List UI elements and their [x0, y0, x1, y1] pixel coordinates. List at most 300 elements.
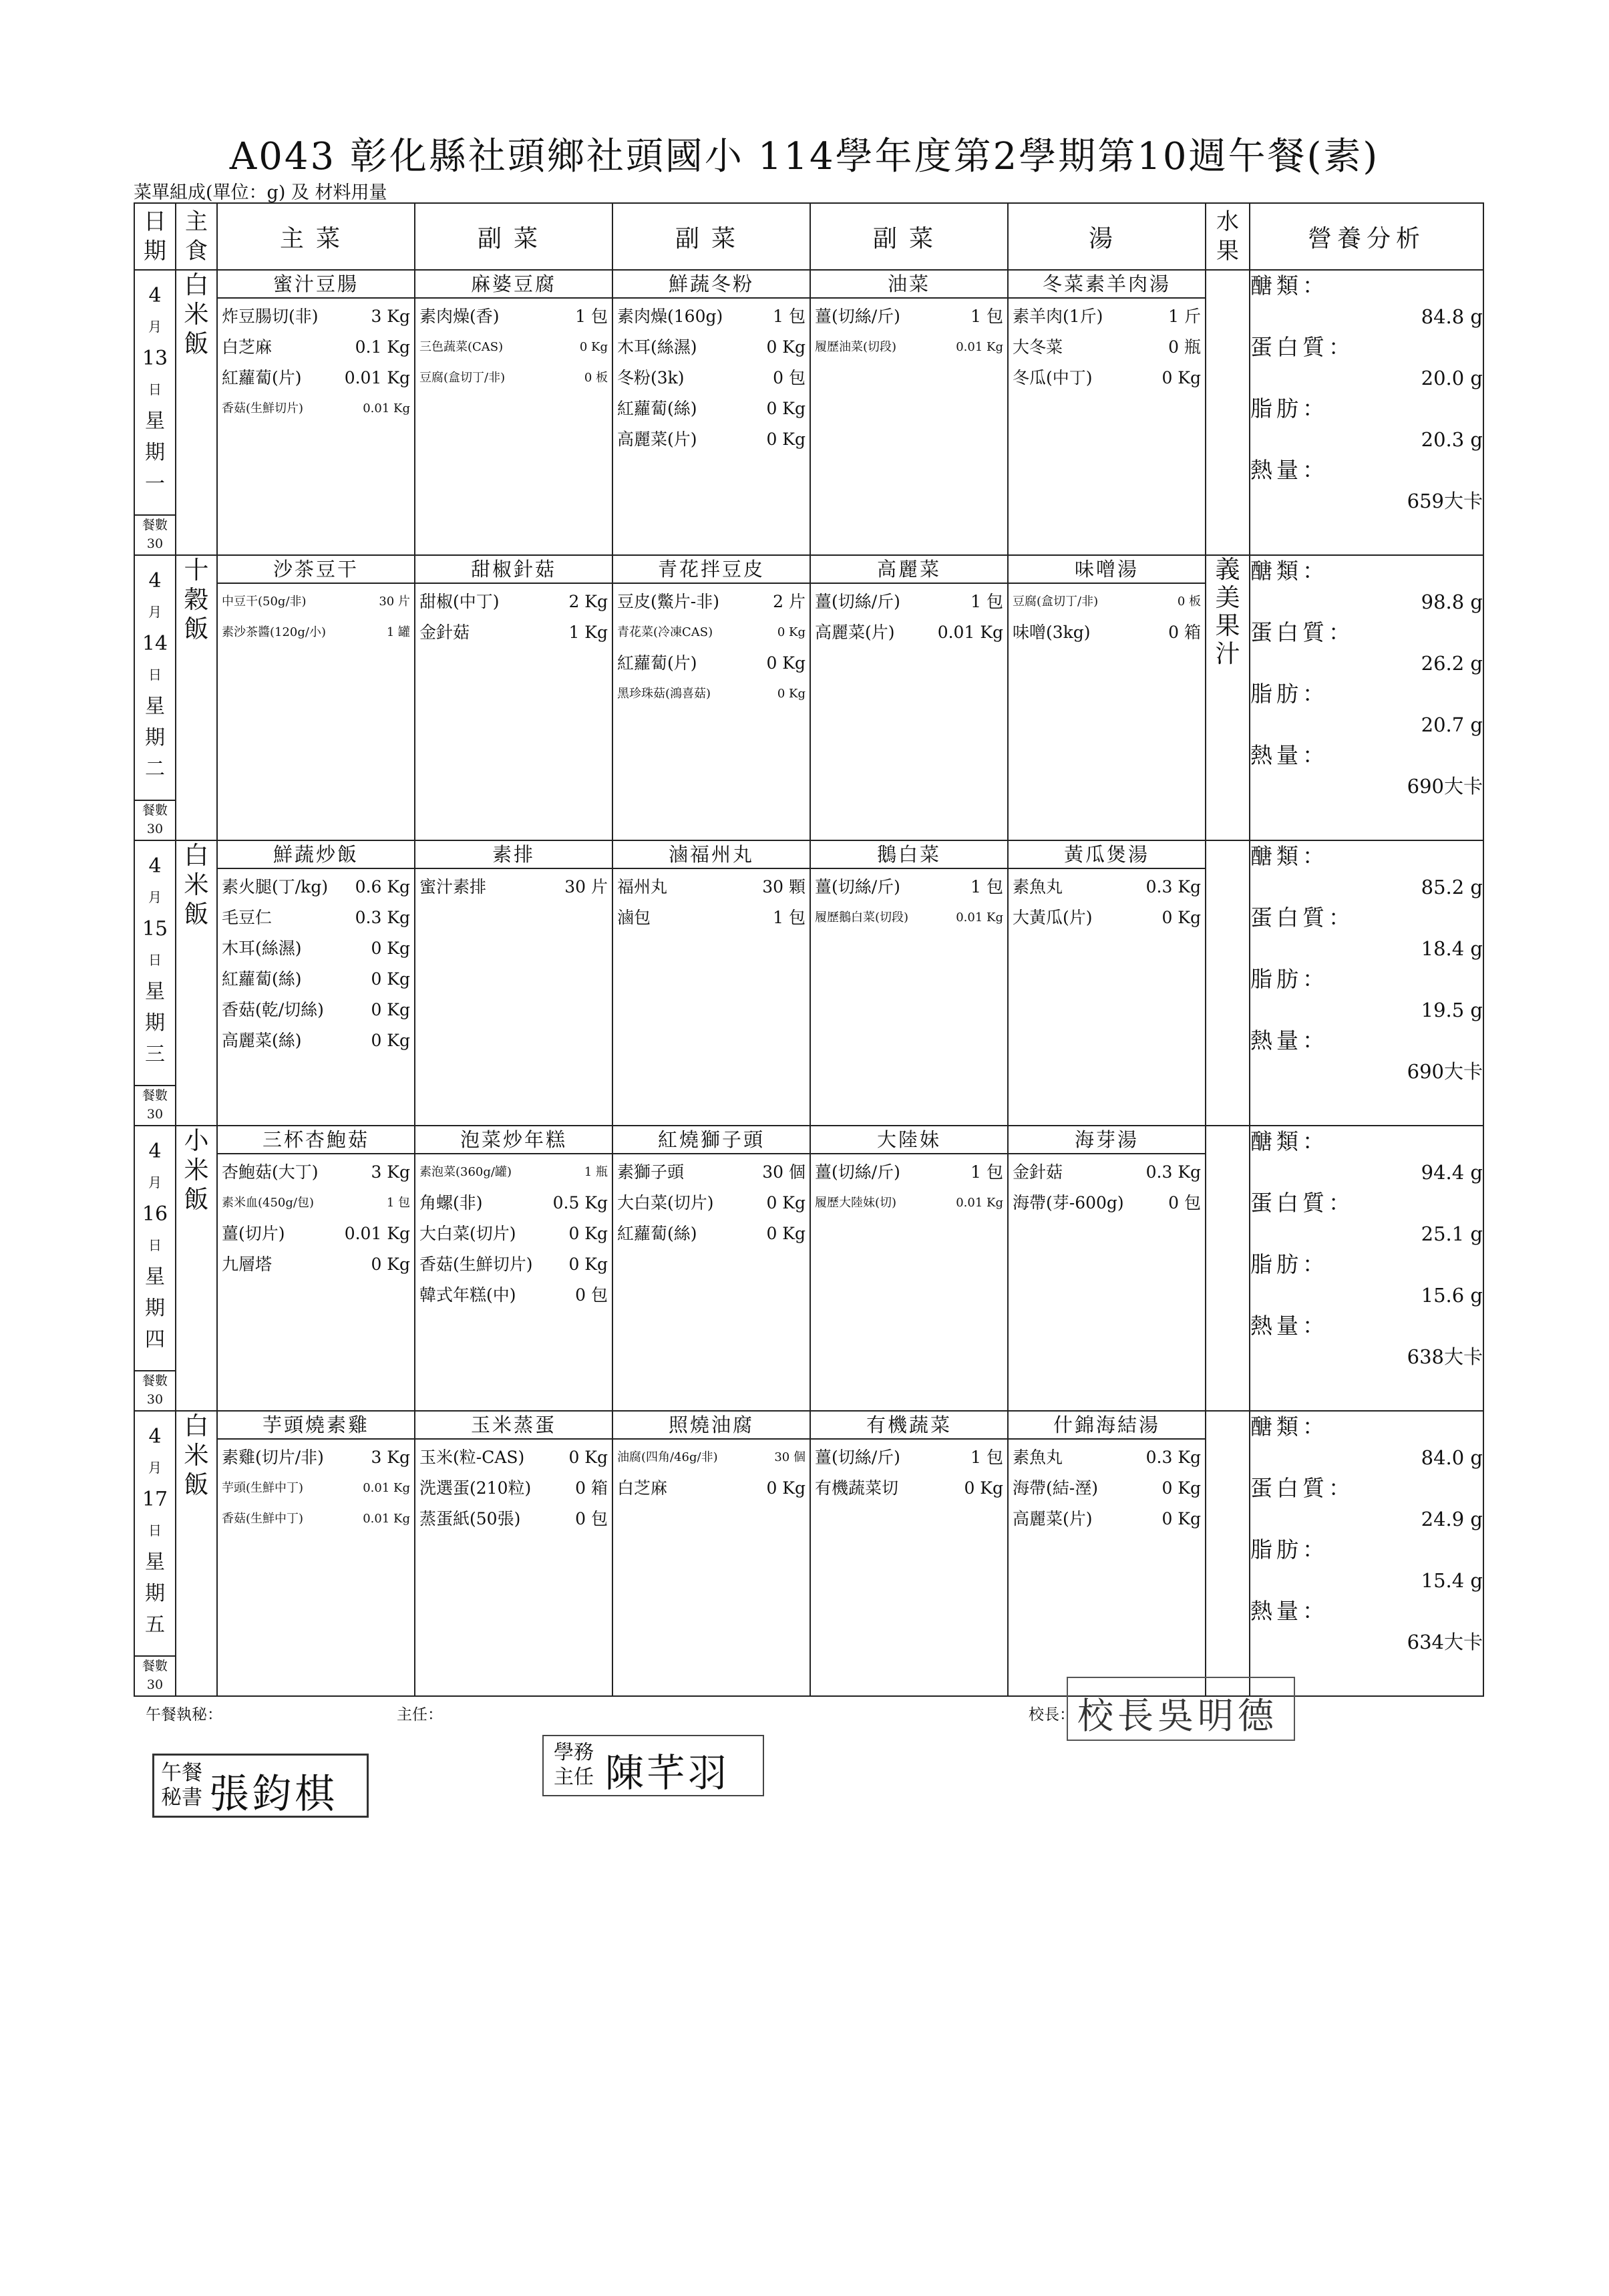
staple-name: 十 穀 飯	[184, 556, 209, 643]
day-label	[135, 841, 175, 1070]
carbohydrate-label: 醣類：	[1250, 1414, 1328, 1440]
servings-label: 餐數	[135, 800, 175, 820]
side-dish-1-name: 麻婆豆腐	[415, 271, 612, 299]
ingredient-list	[1009, 584, 1205, 648]
soup-cell	[1008, 1411, 1206, 1696]
ingredient-quantity: 0 Kg	[371, 1031, 410, 1050]
ingredient-name: 炸豆腸切(非)	[222, 307, 319, 326]
nutrition-cell	[1250, 840, 1483, 1126]
ingredient-quantity: 1 包	[773, 307, 806, 326]
staple-cell	[176, 555, 217, 840]
ingredient-quantity: 0.3 Kg	[1145, 877, 1201, 896]
ingredient-row	[617, 1157, 806, 1188]
side-dish-2-name: 青花拌豆皮	[613, 556, 810, 584]
ingredient-quantity: 0 Kg	[766, 653, 806, 673]
day-weekday-2: 期	[145, 726, 165, 750]
staple-name: 白 米 飯	[184, 1412, 209, 1499]
fat-label: 脂肪：	[1250, 681, 1328, 707]
ingredient-quantity: 0.3 Kg	[355, 908, 410, 927]
carbohydrate-label: 醣類：	[1250, 1128, 1328, 1154]
ingredient-quantity: 0 Kg	[777, 625, 806, 639]
main-dish-name: 蜜汁豆腸	[218, 271, 414, 299]
ingredient-row	[617, 301, 806, 332]
main-dish-cell	[217, 1411, 415, 1696]
fruit-name: 義 美 果 汁	[1215, 555, 1240, 668]
fat-label: 脂肪：	[1250, 1251, 1328, 1277]
secretary-stamp-label: 午餐秘書	[161, 1761, 202, 1810]
ingredient-name: 薑(切絲/斤)	[815, 1162, 900, 1182]
ingredient-row	[815, 301, 1003, 332]
ingredient-list	[811, 1154, 1007, 1218]
ingredient-quantity: 0 Kg	[568, 1448, 608, 1467]
ingredient-name: 角螺(非)	[419, 1193, 483, 1212]
header-side-dish-1: 副菜	[415, 203, 612, 270]
ingredient-row	[222, 393, 410, 424]
nutrition-cell	[1250, 555, 1483, 840]
energy-value: 638大卡	[1407, 1345, 1483, 1368]
menu-table	[134, 202, 1484, 1697]
header-nutrition: 營養分析	[1250, 203, 1483, 270]
ingredient-row	[222, 1188, 410, 1218]
ingredient-row	[222, 1218, 410, 1249]
staple-cell	[176, 840, 217, 1126]
ingredient-list	[1009, 869, 1205, 933]
ingredient-row	[617, 903, 806, 933]
ingredient-quantity: 0.3 Kg	[1145, 1448, 1201, 1467]
ingredient-row	[617, 648, 806, 679]
day-row	[134, 555, 1483, 840]
ingredient-row	[222, 301, 410, 332]
soup-name: 味噌湯	[1009, 556, 1205, 584]
ingredient-name: 芋頭(生鮮中丁)	[222, 1481, 304, 1495]
day-month: 4	[148, 1425, 162, 1448]
ingredient-quantity: 3 Kg	[371, 1448, 410, 1467]
day-weekday-3: 二	[145, 758, 165, 781]
soup-cell	[1008, 270, 1206, 555]
ingredient-row	[1013, 1473, 1201, 1504]
ingredient-quantity: 0 Kg	[371, 1000, 410, 1019]
day-weekday-2: 期	[145, 1011, 165, 1035]
ingredient-name: 味噌(3kg)	[1013, 623, 1091, 642]
header-soup: 湯	[1008, 203, 1206, 270]
ingredient-quantity: 30 個	[762, 1162, 806, 1182]
protein-label: 蛋白質：	[1250, 1190, 1355, 1216]
ingredient-name: 紅蘿蔔(絲)	[617, 1224, 697, 1243]
ingredient-name: 紅蘿蔔(絲)	[617, 399, 697, 418]
ingredient-row	[815, 332, 1003, 363]
ingredient-name: 履歷大陸妹(切)	[815, 1196, 897, 1210]
servings-box	[135, 1370, 175, 1409]
main-dish-name: 沙茶豆干	[218, 556, 414, 584]
ingredient-row	[1013, 301, 1201, 332]
ingredient-row	[617, 1473, 806, 1504]
ingredient-quantity: 0 Kg	[371, 1255, 410, 1274]
side-dish-1-name: 素排	[415, 841, 612, 869]
ingredient-name: 大黃瓜(片)	[1013, 908, 1093, 927]
side-dish-3-cell	[810, 1411, 1008, 1696]
day-month-unit: 月	[148, 1460, 162, 1476]
fat-value: 15.4 g	[1421, 1569, 1483, 1592]
staple-name: 白 米 飯	[184, 841, 209, 929]
fat-value: 20.3 g	[1421, 428, 1483, 451]
ingredient-quantity: 30 片	[564, 877, 608, 896]
document-title: A043 彰化縣社頭鄉社頭國小 114學年度第2學期第10週午餐(素)	[229, 135, 1380, 178]
ingredient-name: 素魚丸	[1013, 877, 1063, 896]
ingredient-name: 豆腐(盒切丁/非)	[1013, 595, 1099, 609]
day-date: 16	[142, 1202, 168, 1226]
day-row	[134, 840, 1483, 1126]
ingredient-quantity: 30 顆	[762, 877, 806, 896]
ingredient-quantity: 0 Kg	[766, 1224, 806, 1243]
ingredient-quantity: 0.5 Kg	[552, 1193, 608, 1212]
protein-label: 蛋白質：	[1250, 905, 1355, 931]
staple-cell	[176, 1411, 217, 1696]
ingredient-name: 素羊肉(1斤)	[1013, 307, 1103, 326]
day-date-unit: 日	[148, 381, 162, 397]
ingredient-name: 福州丸	[617, 877, 668, 896]
ingredient-name: 高麗菜(片)	[1013, 1509, 1093, 1528]
ingredient-quantity: 0 Kg	[1161, 908, 1201, 927]
ingredient-name: 薑(切絲/斤)	[815, 1448, 900, 1467]
day-date-unit: 日	[148, 1237, 162, 1253]
servings-box	[135, 800, 175, 838]
ingredient-quantity: 0 Kg	[766, 399, 806, 418]
ingredient-name: 素泡菜(360g/罐)	[419, 1165, 512, 1179]
footer-principal-label: 校長：	[1029, 1706, 1075, 1724]
servings-label: 餐數	[135, 1655, 175, 1675]
ingredient-name: 玉米(粒-CAS)	[419, 1448, 525, 1467]
ingredient-quantity: 0.1 Kg	[355, 337, 410, 357]
main-dish-name: 芋頭燒素雞	[218, 1412, 414, 1440]
ingredient-quantity: 1 包	[970, 877, 1003, 896]
soup-cell	[1008, 1126, 1206, 1411]
day-row	[134, 270, 1483, 555]
secretary-stamp	[152, 1754, 369, 1818]
ingredient-quantity: 1 罐	[386, 625, 410, 639]
ingredient-list	[218, 869, 414, 1056]
ingredient-quantity: 1 斤	[1168, 307, 1201, 326]
ingredient-quantity: 0.01 Kg	[937, 623, 1003, 642]
main-dish-name: 三杯杏鮑菇	[218, 1126, 414, 1154]
ingredient-name: 杏鮑菇(大丁)	[222, 1162, 319, 1182]
ingredient-name: 薑(切絲/斤)	[815, 592, 900, 611]
energy-label: 熱量：	[1250, 457, 1328, 483]
side-dish-1-name: 玉米蒸蛋	[415, 1412, 612, 1440]
side-dish-3-name: 大陸妹	[811, 1126, 1007, 1154]
ingredient-row	[1013, 332, 1201, 363]
ingredient-name: 黑珍珠菇(鴻喜菇)	[617, 687, 711, 701]
ingredient-quantity: 0.01 Kg	[344, 368, 410, 387]
carbohydrate-value: 84.0 g	[1421, 1446, 1483, 1469]
ingredient-row	[222, 587, 410, 617]
day-cell	[134, 1126, 176, 1411]
ingredient-name: 履歷鵝白菜(切段)	[815, 911, 909, 925]
fat-value: 19.5 g	[1421, 999, 1483, 1021]
ingredient-quantity: 0 Kg	[1161, 1509, 1201, 1528]
ingredient-quantity: 1 包	[970, 592, 1003, 611]
carbohydrate-value: 84.8 g	[1421, 305, 1483, 328]
ingredient-quantity: 0 箱	[1168, 623, 1201, 642]
ingredient-quantity: 0 Kg	[1161, 1478, 1201, 1498]
ingredient-quantity: 0 箱	[575, 1478, 608, 1498]
ingredient-row	[815, 1442, 1003, 1473]
day-month: 4	[148, 1140, 162, 1163]
day-row	[134, 1411, 1483, 1696]
ingredient-name: 冬瓜(中丁)	[1013, 368, 1093, 387]
director-stamp-name: 陳芊羽	[605, 1750, 730, 1796]
ingredient-name: 海帶(芽-600g)	[1013, 1193, 1124, 1212]
principal-stamp	[1067, 1677, 1295, 1741]
ingredient-row	[419, 332, 608, 363]
energy-value: 690大卡	[1407, 1060, 1483, 1083]
ingredient-list	[415, 299, 612, 393]
ingredient-quantity: 0 Kg	[568, 1224, 608, 1243]
day-month-unit: 月	[148, 889, 162, 905]
ingredient-list	[415, 869, 612, 903]
day-weekday-1: 星	[145, 695, 165, 718]
ingredient-row	[222, 903, 410, 933]
ingredient-list	[1009, 299, 1205, 393]
ingredient-row	[1013, 1188, 1201, 1218]
ingredient-row	[617, 1442, 806, 1473]
ingredient-row	[1013, 363, 1201, 393]
ingredient-name: 中豆干(50g/非)	[222, 595, 307, 609]
ingredient-quantity: 30 個	[774, 1450, 806, 1464]
ingredient-row	[419, 1473, 608, 1504]
servings-box	[135, 1085, 175, 1124]
protein-label: 蛋白質：	[1250, 1475, 1355, 1501]
ingredient-row	[617, 587, 806, 617]
day-label	[135, 556, 175, 785]
ingredient-row	[617, 1188, 806, 1218]
ingredient-row	[617, 332, 806, 363]
ingredient-quantity: 1 包	[970, 1162, 1003, 1182]
ingredient-row	[419, 1157, 608, 1188]
servings-label: 餐數	[135, 1370, 175, 1390]
servings-count: 30	[146, 1677, 164, 1692]
ingredient-row	[419, 617, 608, 648]
ingredient-row	[815, 1157, 1003, 1188]
ingredient-name: 大白菜(切片)	[617, 1193, 714, 1212]
ingredient-name: 紅蘿蔔(片)	[222, 368, 302, 387]
ingredient-row	[222, 1504, 410, 1534]
ingredient-row	[617, 393, 806, 424]
ingredient-name: 香菇(生鮮切片)	[419, 1255, 533, 1274]
servings-label: 餐數	[135, 514, 175, 534]
energy-value: 690大卡	[1407, 775, 1483, 798]
ingredient-quantity: 1 包	[773, 908, 806, 927]
staple-cell	[176, 270, 217, 555]
side-dish-1-cell	[415, 840, 612, 1126]
energy-value: 659大卡	[1407, 490, 1483, 512]
day-date-unit: 日	[148, 952, 162, 968]
soup-cell	[1008, 840, 1206, 1126]
day-date: 17	[142, 1488, 168, 1511]
day-weekday-3: 四	[145, 1328, 165, 1351]
director-stamp-label: 學務主任	[554, 1741, 594, 1789]
ingredient-name: 大白菜(切片)	[419, 1224, 516, 1243]
main-dish-cell	[217, 840, 415, 1126]
day-date: 14	[142, 632, 168, 655]
soup-name: 冬菜素羊肉湯	[1009, 271, 1205, 299]
ingredient-row	[1013, 1157, 1201, 1188]
ingredient-name: 薑(切片)	[222, 1224, 285, 1243]
main-dish-cell	[217, 270, 415, 555]
side-dish-2-name: 滷福州丸	[613, 841, 810, 869]
servings-label: 餐數	[135, 1085, 175, 1105]
ingredient-row	[1013, 1442, 1201, 1473]
ingredient-name: 豆皮(鱉片-非)	[617, 592, 719, 611]
ingredient-quantity: 0 瓶	[1168, 337, 1201, 357]
director-stamp	[542, 1735, 764, 1796]
ingredient-list	[613, 869, 810, 933]
ingredient-name: 毛豆仁	[222, 908, 273, 927]
fruit-cell	[1206, 840, 1250, 1126]
day-label	[135, 1412, 175, 1641]
ingredient-name: 香菇(生鮮切片)	[222, 401, 304, 416]
ingredient-list	[415, 1154, 612, 1311]
ingredient-row	[222, 1249, 410, 1280]
ingredient-list	[218, 584, 414, 648]
servings-count: 30	[146, 536, 164, 551]
ingredient-list	[613, 1440, 810, 1504]
day-date-unit: 日	[148, 667, 162, 683]
ingredient-name: 素肉燥(160g)	[617, 307, 723, 326]
energy-label: 熱量：	[1250, 1598, 1328, 1624]
ingredient-row	[419, 1504, 608, 1534]
header-fruit: 水 果	[1206, 203, 1250, 270]
ingredient-name: 素肉燥(香)	[419, 307, 500, 326]
ingredient-quantity: 1 Kg	[568, 623, 608, 642]
soup-name: 黃瓜煲湯	[1009, 841, 1205, 869]
nutrition-cell	[1250, 1411, 1483, 1696]
ingredient-name: 金針菇	[419, 623, 470, 642]
servings-count: 30	[146, 822, 164, 836]
day-month-unit: 月	[148, 319, 162, 335]
ingredient-name: 金針菇	[1013, 1162, 1063, 1182]
ingredient-list	[811, 299, 1007, 363]
fruit-cell	[1206, 270, 1250, 555]
day-date: 15	[142, 917, 168, 941]
day-weekday-1: 星	[145, 409, 165, 433]
side-dish-1-cell	[415, 270, 612, 555]
protein-value: 25.1 g	[1421, 1222, 1483, 1245]
servings-box	[135, 1655, 175, 1694]
ingredient-row	[222, 332, 410, 363]
ingredient-name: 滷包	[617, 908, 651, 927]
ingredient-row	[419, 587, 608, 617]
day-weekday-3: 三	[145, 1043, 165, 1066]
fat-value: 20.7 g	[1421, 713, 1483, 736]
energy-label: 熱量：	[1250, 742, 1328, 768]
side-dish-3-name: 有機蔬菜	[811, 1412, 1007, 1440]
ingredient-list	[218, 1440, 414, 1534]
ingredient-list	[811, 1440, 1007, 1504]
side-dish-3-name: 油菜	[811, 271, 1007, 299]
ingredient-row	[1013, 587, 1201, 617]
ingredient-list	[811, 869, 1007, 933]
soup-cell	[1008, 555, 1206, 840]
side-dish-3-cell	[810, 1126, 1008, 1411]
ingredient-row	[1013, 872, 1201, 903]
day-date-unit: 日	[148, 1522, 162, 1538]
ingredient-name: 素沙茶醬(120g/小)	[222, 625, 326, 639]
ingredient-name: 大冬菜	[1013, 337, 1063, 357]
side-dish-1-cell	[415, 555, 612, 840]
ingredient-name: 青花菜(冷凍CAS)	[617, 625, 713, 639]
fruit-cell	[1206, 555, 1250, 840]
day-weekday-3: 一	[145, 472, 165, 496]
soup-name: 什錦海結湯	[1009, 1412, 1205, 1440]
nutrition-cell	[1250, 270, 1483, 555]
fruit-cell	[1206, 1126, 1250, 1411]
servings-count: 30	[146, 1107, 164, 1122]
header-day: 日 期	[134, 203, 176, 270]
ingredient-row	[419, 1280, 608, 1311]
day-month-unit: 月	[148, 604, 162, 620]
ingredient-name: 素獅子頭	[617, 1162, 685, 1182]
ingredient-quantity: 1 包	[970, 1448, 1003, 1467]
ingredient-row	[815, 872, 1003, 903]
ingredient-row	[1013, 1504, 1201, 1534]
ingredient-name: 素魚丸	[1013, 1448, 1063, 1467]
ingredient-quantity: 3 Kg	[371, 1162, 410, 1182]
side-dish-1-name: 甜椒針菇	[415, 556, 612, 584]
ingredient-quantity: 1 包	[970, 307, 1003, 326]
ingredient-quantity: 0.01 Kg	[363, 1512, 410, 1526]
document-subtitle: 菜單組成(單位：g) 及 材料用量	[134, 182, 387, 203]
side-dish-2-cell	[612, 1126, 810, 1411]
ingredient-quantity: 0 包	[773, 368, 806, 387]
ingredient-name: 紅蘿蔔(片)	[617, 653, 697, 673]
ingredient-name: 薑(切絲/斤)	[815, 307, 900, 326]
ingredient-row	[419, 301, 608, 332]
ingredient-row	[1013, 617, 1201, 648]
protein-label: 蛋白質：	[1250, 619, 1355, 645]
soup-name: 海芽湯	[1009, 1126, 1205, 1154]
side-dish-2-cell	[612, 555, 810, 840]
ingredient-row	[617, 363, 806, 393]
side-dish-2-name: 紅燒獅子頭	[613, 1126, 810, 1154]
nutrition-cell	[1250, 1126, 1483, 1411]
ingredient-quantity: 0.01 Kg	[363, 1481, 410, 1495]
ingredient-name: 九層塔	[222, 1255, 273, 1274]
fat-label: 脂肪：	[1250, 1536, 1328, 1563]
protein-value: 18.4 g	[1421, 937, 1483, 960]
ingredient-row	[617, 1218, 806, 1249]
energy-value: 634大卡	[1407, 1631, 1483, 1653]
ingredient-quantity: 0 Kg	[777, 687, 806, 701]
main-dish-name: 鮮蔬炒飯	[218, 841, 414, 869]
ingredient-row	[222, 1473, 410, 1504]
protein-value: 24.9 g	[1421, 1508, 1483, 1530]
ingredient-quantity: 2 Kg	[568, 592, 608, 611]
day-cell	[134, 555, 176, 840]
ingredient-quantity: 0.3 Kg	[1145, 1162, 1201, 1182]
ingredient-name: 木耳(絲濕)	[222, 939, 302, 958]
ingredient-row	[815, 587, 1003, 617]
ingredient-list	[1009, 1154, 1205, 1218]
ingredient-name: 甜椒(中丁)	[419, 592, 500, 611]
day-cell	[134, 840, 176, 1126]
ingredient-list	[218, 1154, 414, 1280]
fat-label: 脂肪：	[1250, 966, 1328, 992]
ingredient-name: 素火腿(丁/kg)	[222, 877, 329, 896]
ingredient-name: 香菇(生鮮中丁)	[222, 1512, 304, 1526]
ingredient-row	[419, 1249, 608, 1280]
ingredient-quantity: 0 包	[575, 1509, 608, 1528]
ingredient-row	[815, 1473, 1003, 1504]
